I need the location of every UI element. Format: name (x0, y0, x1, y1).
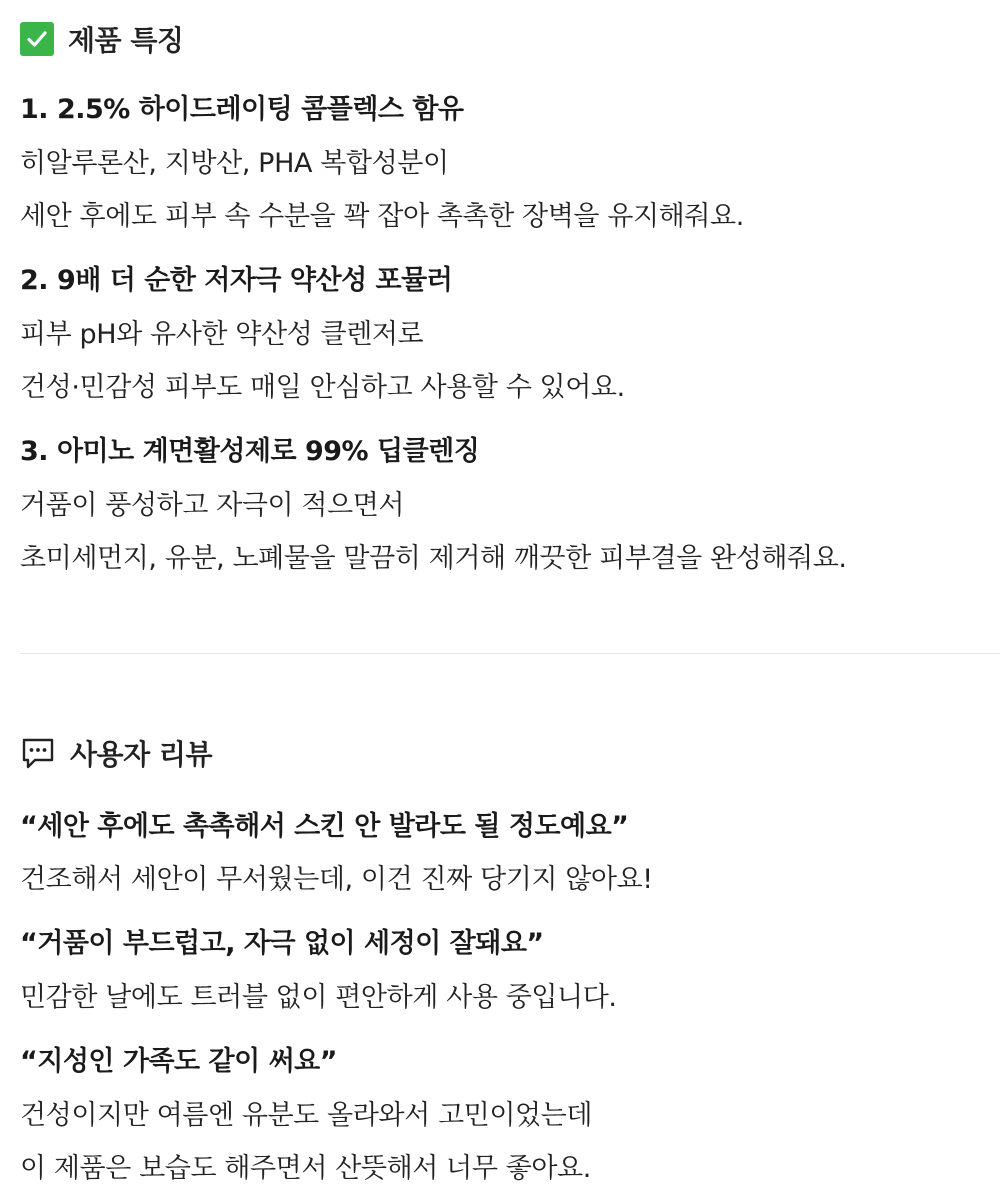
review-3-line-1: 건성이지만 여름엔 유분도 올라와서 고민이었는데 (20, 1100, 593, 1131)
review-2-quote: “거품이 부드럽고, 자극 없이 세정이 잘돼요” (20, 928, 544, 959)
feature-1-line-2: 세안 후에도 피부 속 수분을 꽉 잡아 촉촉한 장벽을 유지해줘요. (20, 201, 744, 232)
feature-3-line-2: 초미세먼지, 유분, 노폐물을 말끔히 제거해 깨끗한 피부결을 완성해줘요. (20, 543, 847, 574)
review-3-line-2: 이 제품은 보습도 해주면서 산뜻해서 너무 좋아요. (20, 1153, 591, 1184)
features-heading (20, 20, 183, 58)
section-divider (20, 653, 1000, 654)
review-1-quote: “세안 후에도 촉촉해서 스킨 안 발라도 될 정도예요” (20, 811, 629, 842)
feature-2-title: 2. 9배 더 순한 저자극 약산성 포뮬러 (20, 265, 453, 296)
features-heading-text: 제품 특징 (68, 24, 184, 57)
speech-bubble-icon (20, 736, 56, 770)
review-3-quote: “지성인 가족도 같이 써요” (20, 1046, 338, 1077)
reviews-heading (20, 734, 212, 772)
feature-2-line-2: 건성·민감성 피부도 매일 안심하고 사용할 수 있어요. (20, 372, 625, 403)
feature-1-line-1: 히알루론산, 지방산, PHA 복합성분이 (20, 148, 449, 179)
review-2-line-1: 민감한 날에도 트러블 없이 편안하게 사용 중입니다. (20, 982, 617, 1013)
reviews-heading-text: 사용자 리뷰 (70, 738, 212, 771)
feature-1-title: 1. 2.5% 하이드레이팅 콤플렉스 함유 (20, 94, 464, 125)
feature-2-line-1: 피부 pH와 유사한 약산성 클렌저로 (20, 319, 424, 350)
feature-3-line-1: 거품이 풍성하고 자극이 적으면서 (20, 490, 405, 521)
review-1-line-1: 건조해서 세안이 무서웠는데, 이건 진짜 당기지 않아요! (20, 864, 653, 895)
feature-3-title: 3. 아미노 계면활성제로 99% 딥클렌징 (20, 436, 480, 467)
check-mark-icon (20, 22, 54, 56)
